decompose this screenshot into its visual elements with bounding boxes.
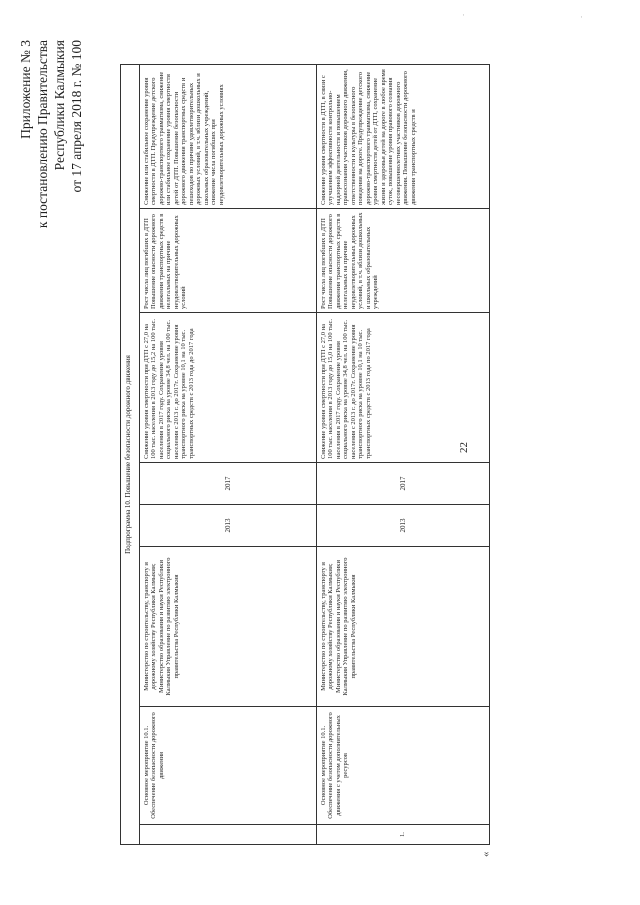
end-year: 2017 <box>140 463 317 505</box>
measure-name: Основное мероприятие 10.1. Обеспечение безопасности дорожного движения с учетом дополнительных ресурсов <box>317 707 490 825</box>
table-row <box>140 65 317 845</box>
consequences: Снижение или стабильное сохранение уровня смертности в ДТП. Предупреждение детского дорожно-транспортного травматизма, снижение или стабильное сохранение уровня смертности детей от ДТП. Повышение безопасности дорожного движения транспортных средств и пешеходов по причине удовлетворительных дорожных условий, в т.ч. вблизи дошкольных и школьных образовательных учреждений, снижение числа погибших при неудовлетворительных дорожных условиях <box>140 65 317 209</box>
expected-result: Снижение уровня смертности при ДТП с 27,0 на 100 тыс. населения в 2013 году до 15,0 на 100 тыс. населения в 2017 году. Сохранение уровня социального риска на уровне 34,8 чел. на 100 тыс. населения с 2013 г. до 2017г. Сохранение уровня транспортного риска на уровне 10,1 на 10 тыс. транспортных средств с 2013 года по 2017 года <box>317 313 490 463</box>
appendix-line: Приложение № 3 <box>18 40 33 139</box>
appendix-line: от 17 апреля 2018 г. № 100 <box>68 40 84 193</box>
row-number: 1. <box>317 825 490 845</box>
scan-speck: · <box>462 10 465 20</box>
measure-name: Основное мероприятие 10.1. Обеспечение безопасности дорожного движения <box>140 707 317 825</box>
indicators: Рост числа лиц погибших в ДТП Повышение опасности дорожного движения транспортных средств в нелегальных на причине неудовлетворительных дорожных условий <box>140 209 317 313</box>
indicators: Рост числа лиц погибших в ДТП Повышение опасности дорожного движения транспортных средств в нелегальных на причине неудовлетворительных дорожных условий, в т.ч. вблизи дошкольных и школьных образовательных учреждений <box>317 209 490 313</box>
appendix-line: Республики Калмыкия <box>51 40 67 171</box>
start-year: 2013 <box>317 505 490 547</box>
subprogram-table <box>120 64 490 845</box>
consequences: Снижение уровня смертности в ДТП, в связи с улучшением эффективности контрольно-надзорной деятельности и повышением правосознания участников дорожного движения, ответственности и культуры в безопасного поведения на дороге. Предупреждение детского дорожно-транспортного травматизма, снижение уровня смертности детей от ДТП, сохранение жизни и здоровья детей на дороге в любое время суток, повышение уровня правового сознания несовершеннолетних участников дорожного движения. Повышение безопасности дорожного движения транспортных средств и <box>317 65 490 209</box>
subprogram-header-row <box>121 65 140 845</box>
appendix-line: к постановлению Правительства <box>34 40 50 229</box>
end-year: 2017 <box>317 463 490 505</box>
corner-mark: « <box>480 851 492 857</box>
appendix-header <box>18 40 86 228</box>
scan-speck: · <box>580 12 583 22</box>
start-year: 2013 <box>140 505 317 547</box>
expected-result: Снижение уровня смертности при ДТП с 27,0 на 100 тыс. населения в 2013 году до 15,2 на 100 тыс. населения в 2017 году. Сохранение уровня социального риска на уровне 34,8 чел. на 100 тыс. населения с 2013 г. до 2017г. Сохранение уровня транспортного риска на уровне 10,1 на 10 тыс. транспортных средств с 2013 года до 2017 года <box>140 313 317 463</box>
page-number: 22 <box>458 442 470 453</box>
table-row <box>317 65 490 845</box>
executor: Министерство по строительству, транспорту и дорожному хозяйству Республики Калмыкия; Министерство образования и науки Республики Калмыкия Управление по развитию электронного правительства Республики Калмыкия <box>317 547 490 707</box>
executor: Министерство по строительству, транспорту и дорожному хозяйству Республики Калмыкия; Министерство образования и науки Республики Калмыкия Управление по развитию электронного правительства Республики Калмыкия <box>140 547 317 707</box>
subprogram-title: Подпрограмма 10. Повышение безопасности дорожного движения <box>121 65 140 845</box>
row-number <box>140 825 317 845</box>
